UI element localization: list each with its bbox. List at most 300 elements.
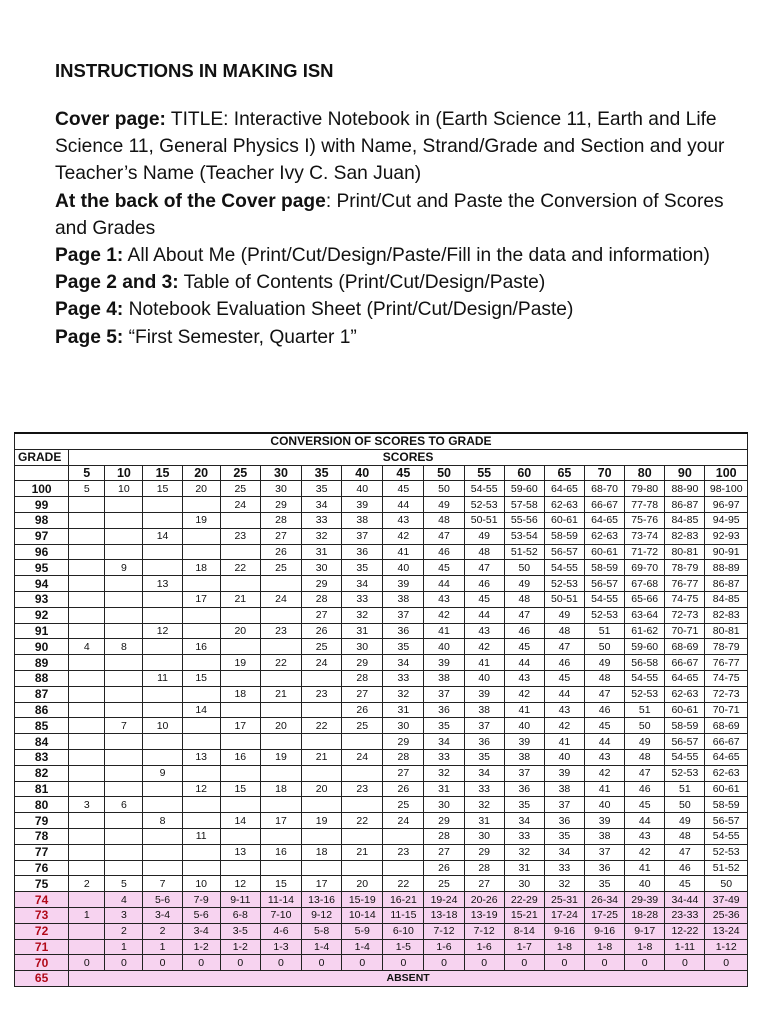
score-cell: 0 bbox=[302, 955, 342, 971]
score-cell bbox=[143, 639, 182, 655]
score-cell: 12 bbox=[182, 781, 220, 797]
score-cell: 35 bbox=[383, 639, 424, 655]
score-cell bbox=[105, 734, 143, 750]
score-cell: 68-70 bbox=[585, 481, 625, 497]
score-cell: 10 bbox=[182, 876, 220, 892]
score-cell: 27 bbox=[302, 607, 342, 623]
score-cell: 22 bbox=[302, 718, 342, 734]
score-cell: 51 bbox=[625, 702, 665, 718]
score-cell: 41 bbox=[383, 544, 424, 560]
score-cell: 26 bbox=[302, 623, 342, 639]
total-score-header: 90 bbox=[665, 465, 705, 481]
score-cell: 1-6 bbox=[424, 939, 464, 955]
score-cell: 64-65 bbox=[665, 670, 705, 686]
score-cell: 26 bbox=[383, 781, 424, 797]
grade-row bbox=[15, 497, 748, 513]
score-cell: 15 bbox=[182, 670, 220, 686]
grade-cell: 86 bbox=[15, 702, 69, 718]
score-cell: 35 bbox=[464, 749, 504, 765]
grade-row bbox=[15, 702, 748, 718]
grade-row bbox=[15, 528, 748, 544]
score-cell bbox=[143, 655, 182, 671]
score-cell bbox=[182, 607, 220, 623]
score-cell bbox=[182, 576, 220, 592]
score-cell: 19 bbox=[182, 512, 220, 528]
absent-row bbox=[15, 971, 748, 987]
score-cell: 9-12 bbox=[302, 907, 342, 923]
score-cell: 9-11 bbox=[220, 892, 260, 908]
score-cell: 40 bbox=[342, 481, 383, 497]
score-cell: 66-67 bbox=[705, 734, 748, 750]
score-cell bbox=[105, 749, 143, 765]
score-cell: 12-22 bbox=[665, 923, 705, 939]
score-cell bbox=[143, 860, 182, 876]
score-cell: 32 bbox=[424, 765, 464, 781]
score-cell: 36 bbox=[342, 544, 383, 560]
score-cell: 29-39 bbox=[625, 892, 665, 908]
score-cell: 5 bbox=[105, 876, 143, 892]
score-cell: 23 bbox=[302, 686, 342, 702]
score-cell: 69-70 bbox=[625, 560, 665, 576]
score-cell: 38 bbox=[544, 781, 584, 797]
score-cell bbox=[143, 686, 182, 702]
score-cell: 66-67 bbox=[665, 655, 705, 671]
score-cell: 20 bbox=[260, 718, 301, 734]
score-cell: 15 bbox=[260, 876, 301, 892]
score-cell bbox=[69, 560, 105, 576]
score-cell: 12 bbox=[143, 623, 182, 639]
score-cell bbox=[143, 560, 182, 576]
score-cell: 37 bbox=[544, 797, 584, 813]
score-cell: 47 bbox=[504, 607, 544, 623]
score-cell: 1-4 bbox=[302, 939, 342, 955]
score-cell: 34 bbox=[424, 734, 464, 750]
score-cell: 40 bbox=[464, 670, 504, 686]
score-cell: 3-5 bbox=[220, 923, 260, 939]
grade-cell: 74 bbox=[15, 892, 69, 908]
score-cell: 46 bbox=[424, 544, 464, 560]
score-cell: 30 bbox=[383, 718, 424, 734]
instruction-label: At the back of the Cover page bbox=[55, 190, 326, 212]
score-cell bbox=[342, 860, 383, 876]
score-cell: 65-66 bbox=[625, 591, 665, 607]
score-cell: 1-6 bbox=[464, 939, 504, 955]
score-cell: 18 bbox=[302, 844, 342, 860]
score-cell: 56-57 bbox=[705, 813, 748, 829]
score-cell: 29 bbox=[383, 734, 424, 750]
score-cell: 26 bbox=[342, 702, 383, 718]
grade-row bbox=[15, 828, 748, 844]
score-cell: 5-8 bbox=[302, 923, 342, 939]
grade-cell: 96 bbox=[15, 544, 69, 560]
score-cell bbox=[69, 576, 105, 592]
score-cell bbox=[220, 702, 260, 718]
score-cell: 45 bbox=[504, 639, 544, 655]
score-cell: 86-87 bbox=[665, 497, 705, 513]
score-cell: 24 bbox=[383, 813, 424, 829]
grade-cell: 98 bbox=[15, 512, 69, 528]
score-cell: 31 bbox=[464, 813, 504, 829]
score-cell bbox=[260, 639, 301, 655]
score-cell bbox=[342, 734, 383, 750]
score-cell: 49 bbox=[544, 607, 584, 623]
score-cell: 49 bbox=[585, 655, 625, 671]
score-cell: 7-10 bbox=[260, 907, 301, 923]
score-cell: 42 bbox=[504, 686, 544, 702]
score-cell bbox=[220, 828, 260, 844]
score-cell: 13-19 bbox=[464, 907, 504, 923]
score-cell bbox=[105, 686, 143, 702]
grade-row bbox=[15, 560, 748, 576]
score-cell bbox=[260, 607, 301, 623]
score-cell bbox=[302, 670, 342, 686]
score-cell: 7 bbox=[143, 876, 182, 892]
score-cell: 0 bbox=[504, 955, 544, 971]
score-cell: 58-59 bbox=[544, 528, 584, 544]
score-cell: 62-63 bbox=[665, 686, 705, 702]
score-cell: 98-100 bbox=[705, 481, 748, 497]
grade-cell: 83 bbox=[15, 749, 69, 765]
score-cell: 47 bbox=[464, 560, 504, 576]
total-score-header: 20 bbox=[182, 465, 220, 481]
score-cell: 96-97 bbox=[705, 497, 748, 513]
score-cell: 30 bbox=[342, 639, 383, 655]
score-cell: 52-53 bbox=[705, 844, 748, 860]
score-cell: 37 bbox=[342, 528, 383, 544]
grade-row bbox=[15, 544, 748, 560]
score-cell: 50-51 bbox=[544, 591, 584, 607]
score-cell: 36 bbox=[504, 781, 544, 797]
grade-row bbox=[15, 923, 748, 939]
score-cell: 9-17 bbox=[625, 923, 665, 939]
score-cell: 48 bbox=[544, 623, 584, 639]
score-cell: 17 bbox=[302, 876, 342, 892]
grade-cell: 78 bbox=[15, 828, 69, 844]
score-cell: 60-61 bbox=[585, 544, 625, 560]
score-cell: 15 bbox=[220, 781, 260, 797]
total-score-header: 30 bbox=[260, 465, 301, 481]
score-cell: 33 bbox=[504, 828, 544, 844]
score-cell: 36 bbox=[585, 860, 625, 876]
grade-row bbox=[15, 765, 748, 781]
score-cell: 47 bbox=[424, 528, 464, 544]
total-score-header: 50 bbox=[424, 465, 464, 481]
grade-cell: 93 bbox=[15, 591, 69, 607]
score-cell: 16 bbox=[220, 749, 260, 765]
score-cell: 46 bbox=[504, 623, 544, 639]
score-cell: 25 bbox=[302, 639, 342, 655]
empty-header-cell bbox=[15, 465, 69, 481]
score-cell: 0 bbox=[260, 955, 301, 971]
score-cell bbox=[260, 576, 301, 592]
score-cell bbox=[182, 718, 220, 734]
score-cell: 36 bbox=[383, 623, 424, 639]
score-cell: 60-61 bbox=[705, 781, 748, 797]
score-cell: 27 bbox=[383, 765, 424, 781]
score-cell bbox=[220, 576, 260, 592]
score-cell bbox=[105, 844, 143, 860]
score-cell: 0 bbox=[464, 955, 504, 971]
score-cell: 66-67 bbox=[585, 497, 625, 513]
grade-row bbox=[15, 512, 748, 528]
score-cell: 12 bbox=[220, 876, 260, 892]
total-score-header: 80 bbox=[625, 465, 665, 481]
score-cell: 64-65 bbox=[705, 749, 748, 765]
score-cell: 39 bbox=[342, 497, 383, 513]
score-cell: 41 bbox=[464, 655, 504, 671]
score-cell: 92-93 bbox=[705, 528, 748, 544]
score-cell: 38 bbox=[383, 591, 424, 607]
score-cell: 3-4 bbox=[182, 923, 220, 939]
instruction-item bbox=[55, 242, 745, 269]
grade-row bbox=[15, 955, 748, 971]
score-cell: 1-7 bbox=[504, 939, 544, 955]
score-cell: 40 bbox=[544, 749, 584, 765]
score-cell: 30 bbox=[464, 828, 504, 844]
score-cell: 29 bbox=[302, 576, 342, 592]
score-cell: 8-14 bbox=[504, 923, 544, 939]
score-cell: 4 bbox=[105, 892, 143, 908]
score-cell bbox=[105, 765, 143, 781]
score-cell: 51-52 bbox=[504, 544, 544, 560]
score-cell: 56-57 bbox=[544, 544, 584, 560]
score-cell: 13-24 bbox=[705, 923, 748, 939]
total-score-header: 40 bbox=[342, 465, 383, 481]
score-cell: 25-36 bbox=[705, 907, 748, 923]
score-cell: 68-69 bbox=[665, 639, 705, 655]
score-cell: 56-58 bbox=[625, 655, 665, 671]
score-cell: 57-58 bbox=[504, 497, 544, 513]
score-cell: 16 bbox=[260, 844, 301, 860]
score-cell bbox=[143, 702, 182, 718]
score-cell: 17 bbox=[260, 813, 301, 829]
score-cell: 36 bbox=[464, 734, 504, 750]
score-cell: 41 bbox=[585, 781, 625, 797]
score-cell: 47 bbox=[585, 686, 625, 702]
score-cell bbox=[220, 607, 260, 623]
score-cell: 0 bbox=[544, 955, 584, 971]
score-cell: 24 bbox=[342, 749, 383, 765]
grade-cell: 73 bbox=[15, 907, 69, 923]
score-cell: 42 bbox=[544, 718, 584, 734]
score-cell bbox=[342, 797, 383, 813]
instruction-label: Page 5: bbox=[55, 326, 124, 348]
score-cell: 79-80 bbox=[625, 481, 665, 497]
score-cell: 53-54 bbox=[504, 528, 544, 544]
score-cell: 76-77 bbox=[665, 576, 705, 592]
score-cell: 46 bbox=[464, 576, 504, 592]
score-cell: 40 bbox=[383, 560, 424, 576]
score-cell: 29 bbox=[464, 844, 504, 860]
grade-cell: 99 bbox=[15, 497, 69, 513]
score-cell: 7-9 bbox=[182, 892, 220, 908]
score-cell: 13-16 bbox=[302, 892, 342, 908]
score-cell: 27 bbox=[464, 876, 504, 892]
score-cell: 33 bbox=[383, 670, 424, 686]
score-cell: 35 bbox=[504, 797, 544, 813]
score-cell: 42 bbox=[464, 639, 504, 655]
score-cell: 0 bbox=[182, 955, 220, 971]
score-cell: 33 bbox=[302, 512, 342, 528]
score-cell: 11 bbox=[182, 828, 220, 844]
grade-cell: 81 bbox=[15, 781, 69, 797]
score-cell: 40 bbox=[625, 876, 665, 892]
grade-row bbox=[15, 718, 748, 734]
score-cell: 24 bbox=[302, 655, 342, 671]
score-cell: 25 bbox=[260, 560, 301, 576]
score-cell: 34 bbox=[383, 655, 424, 671]
score-cell: 55-56 bbox=[504, 512, 544, 528]
score-cell: 26 bbox=[260, 544, 301, 560]
score-cell: 37 bbox=[424, 686, 464, 702]
score-cell: 7 bbox=[105, 718, 143, 734]
score-cell: 48 bbox=[585, 670, 625, 686]
score-cell: 0 bbox=[143, 955, 182, 971]
scores-header: SCORES bbox=[69, 449, 748, 465]
score-cell: 43 bbox=[383, 512, 424, 528]
score-cell: 23 bbox=[342, 781, 383, 797]
score-cell: 49 bbox=[424, 497, 464, 513]
score-cell: 17 bbox=[182, 591, 220, 607]
score-cell bbox=[143, 781, 182, 797]
score-cell: 50 bbox=[424, 481, 464, 497]
score-cell: 90-91 bbox=[705, 544, 748, 560]
score-cell: 30 bbox=[504, 876, 544, 892]
score-cell bbox=[69, 512, 105, 528]
score-cell: 39 bbox=[504, 734, 544, 750]
score-cell: 0 bbox=[665, 955, 705, 971]
score-cell: 82-83 bbox=[665, 528, 705, 544]
score-cell: 46 bbox=[665, 860, 705, 876]
score-cell: 59-60 bbox=[504, 481, 544, 497]
grade-row bbox=[15, 749, 748, 765]
score-cell: 38 bbox=[464, 702, 504, 718]
score-cell: 11 bbox=[143, 670, 182, 686]
score-cell: 67-68 bbox=[625, 576, 665, 592]
score-cell: 52-53 bbox=[464, 497, 504, 513]
grade-row bbox=[15, 670, 748, 686]
score-cell: 43 bbox=[464, 623, 504, 639]
table-title: CONVERSION OF SCORES TO GRADE bbox=[15, 433, 748, 449]
score-cell: 86-87 bbox=[705, 576, 748, 592]
score-cell: 56-57 bbox=[665, 734, 705, 750]
score-cell bbox=[182, 734, 220, 750]
grade-row bbox=[15, 591, 748, 607]
grade-header: GRADE bbox=[15, 449, 69, 465]
score-cell: 2 bbox=[143, 923, 182, 939]
grade-cell: 84 bbox=[15, 734, 69, 750]
score-cell: 23-33 bbox=[665, 907, 705, 923]
instruction-label: Cover page: bbox=[55, 109, 166, 130]
score-cell: 26 bbox=[424, 860, 464, 876]
score-cell bbox=[220, 765, 260, 781]
score-cell bbox=[302, 828, 342, 844]
score-cell: 37 bbox=[504, 765, 544, 781]
score-cell: 20-26 bbox=[464, 892, 504, 908]
score-cell: 11-14 bbox=[260, 892, 301, 908]
score-cell bbox=[143, 497, 182, 513]
score-cell: 49 bbox=[464, 528, 504, 544]
score-cell: 39 bbox=[424, 655, 464, 671]
score-cell: 14 bbox=[220, 813, 260, 829]
score-cell: 40 bbox=[424, 639, 464, 655]
grade-row bbox=[15, 481, 748, 497]
instruction-item bbox=[55, 269, 745, 296]
score-cell: 29 bbox=[260, 497, 301, 513]
score-cell: 45 bbox=[544, 670, 584, 686]
score-cell: 77-78 bbox=[625, 497, 665, 513]
score-cell: 75-76 bbox=[625, 512, 665, 528]
score-cell: 6-10 bbox=[383, 923, 424, 939]
score-cell: 78-79 bbox=[665, 560, 705, 576]
score-cell: 42 bbox=[585, 765, 625, 781]
score-cell: 1-8 bbox=[625, 939, 665, 955]
score-cell: 76-77 bbox=[705, 655, 748, 671]
grade-cell: 92 bbox=[15, 607, 69, 623]
score-cell: 59-60 bbox=[625, 639, 665, 655]
grade-row bbox=[15, 939, 748, 955]
score-cell bbox=[342, 828, 383, 844]
score-cell: 31 bbox=[504, 860, 544, 876]
score-cell: 38 bbox=[585, 828, 625, 844]
score-cell: 40 bbox=[585, 797, 625, 813]
grade-cell: 94 bbox=[15, 576, 69, 592]
score-cell bbox=[143, 828, 182, 844]
score-cell: 61-62 bbox=[625, 623, 665, 639]
score-cell: 64-65 bbox=[585, 512, 625, 528]
score-cell bbox=[69, 623, 105, 639]
score-cell bbox=[260, 860, 301, 876]
score-cell: 22 bbox=[260, 655, 301, 671]
score-cell: 2 bbox=[69, 876, 105, 892]
score-cell: 62-63 bbox=[544, 497, 584, 513]
instruction-item bbox=[55, 106, 745, 188]
score-cell: 17-24 bbox=[544, 907, 584, 923]
score-cell bbox=[182, 686, 220, 702]
score-cell bbox=[69, 781, 105, 797]
score-cell bbox=[260, 797, 301, 813]
score-cell: 70-71 bbox=[665, 623, 705, 639]
score-cell: 39 bbox=[544, 765, 584, 781]
score-cell: 0 bbox=[383, 955, 424, 971]
score-cell: 39 bbox=[464, 686, 504, 702]
score-cell bbox=[143, 512, 182, 528]
score-cell bbox=[143, 591, 182, 607]
score-cell: 23 bbox=[220, 528, 260, 544]
instructions-heading: INSTRUCTIONS IN MAKING ISN bbox=[55, 60, 334, 81]
score-cell bbox=[182, 497, 220, 513]
score-cell: 21 bbox=[260, 686, 301, 702]
score-cell: 25-31 bbox=[544, 892, 584, 908]
score-cell bbox=[220, 639, 260, 655]
grade-cell: 91 bbox=[15, 623, 69, 639]
score-cell bbox=[220, 512, 260, 528]
score-cell: 58-59 bbox=[705, 797, 748, 813]
score-cell: 44 bbox=[424, 576, 464, 592]
grade-row bbox=[15, 797, 748, 813]
grade-cell: 76 bbox=[15, 860, 69, 876]
score-cell: 70-71 bbox=[705, 702, 748, 718]
instruction-label: Page 2 and 3: bbox=[55, 272, 179, 294]
score-cell: 16 bbox=[182, 639, 220, 655]
score-cell: 32 bbox=[504, 844, 544, 860]
score-cell bbox=[302, 860, 342, 876]
score-cell: 11-15 bbox=[383, 907, 424, 923]
score-cell: 41 bbox=[424, 623, 464, 639]
score-cell: 48 bbox=[625, 749, 665, 765]
score-cell: 39 bbox=[383, 576, 424, 592]
score-cell bbox=[182, 544, 220, 560]
